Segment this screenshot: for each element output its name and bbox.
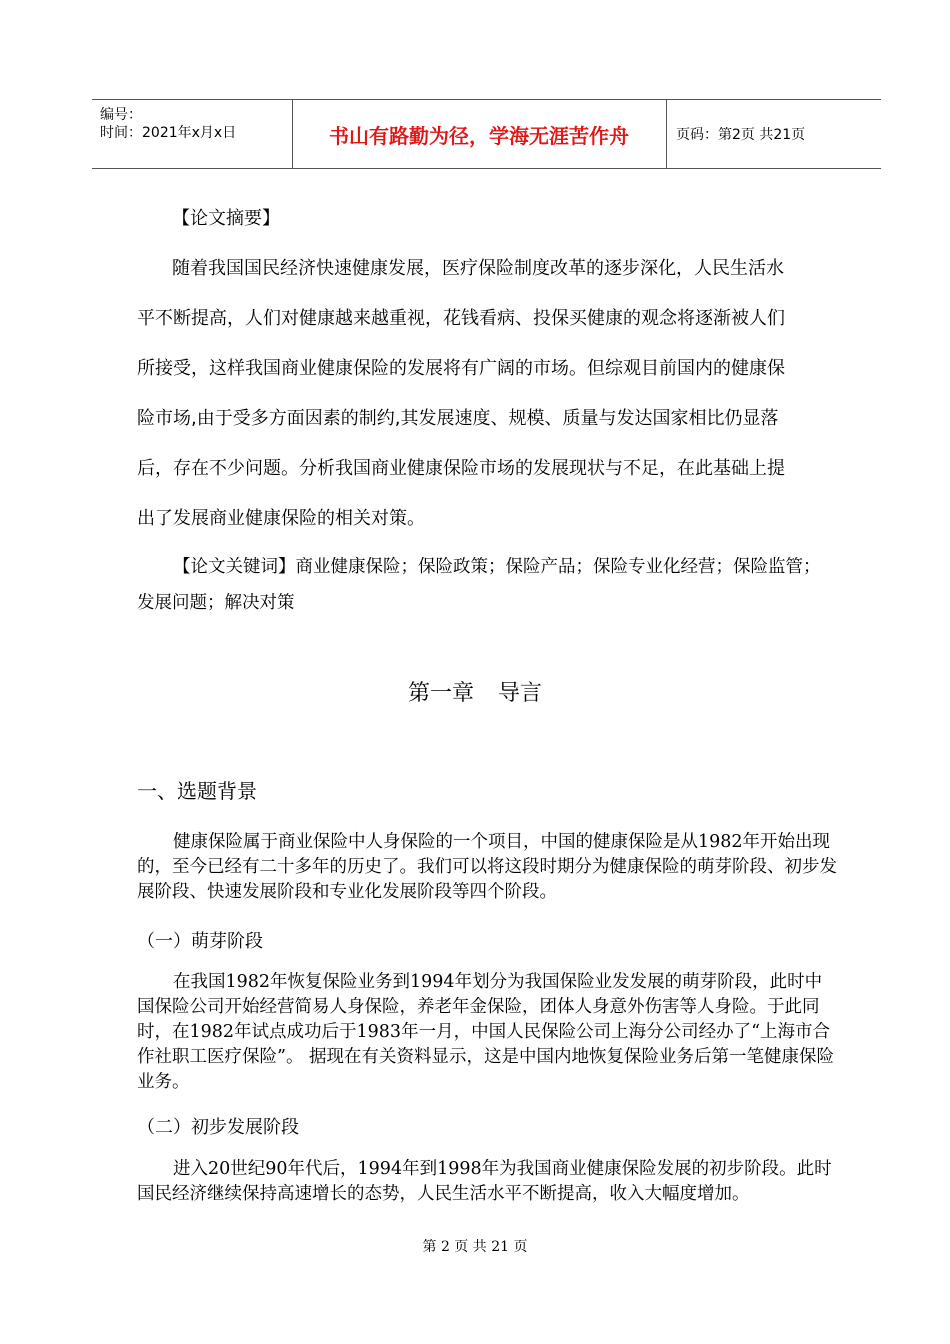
abstract-line-2: 平不断提高，人们对健康越来越重视，花钱看病、投保买健康的观念将逐渐被人们 [137, 308, 785, 329]
number-label: 编号： [100, 107, 142, 123]
subsection-2-paragraph: 进入20世纪90年代后，1994年到1998年为我国商业健康保险发展的初步阶段。此时国民经济继续保持高速增长的态势，人民生活水平不断提高，收入大幅度增加。 [137, 1159, 832, 1204]
keywords [137, 549, 837, 621]
header-page-code: 页码：第2页 共21页 [676, 127, 806, 143]
keywords-text: 商业健康保险；保险政策；保险产品；保险专业化经营；保险监管；发展问题；解决对策 [137, 557, 821, 613]
page-footer: 第 2 页 共 21 页 [422, 1239, 528, 1255]
chapter-number: 第一章 [407, 681, 474, 706]
section-heading: 一、选题背景 [137, 779, 257, 803]
keywords-label: 【论文关键词】 [173, 557, 296, 577]
header-motto: 书山有路勤为径，学海无涯苦作舟 [292, 100, 667, 168]
time-label: 时间：2021年x月x日 [100, 125, 237, 141]
subsection-1-paragraph: 在我国1982年恢复保险业务到1994年划分为我国保险业发发展的萌芽阶段，此时中国保险公司开始经营简易人身保险，养老年金保险，团体人身意外伤害等人身险。于此同时，在1982年试点成功后于1983年一月，中国人民保险公司上海分公司经办了“上海市合作社职工医疗保险”。 据现在有关资料显示，这是中国内地恢复保险业务后第一笔健康保险业务。 [137, 972, 835, 1092]
page-header [92, 99, 881, 169]
chapter-title [0, 676, 950, 707]
section-paragraph: 健康保险属于商业保险中人身保险的一个项目，中国的健康保险是从1982年开始出现的，至今已经有二十多年的历史了。我们可以将这段时期分为健康保险的萌芽阶段、初步发展阶段、快速发展阶段和专业化发展阶段等四个阶段。 [137, 832, 837, 902]
chapter-name: 导言 [498, 681, 543, 706]
abstract-line-1: 随着我国国民经济快速健康发展，医疗保险制度改革的逐步深化，人民生活水 [172, 258, 784, 279]
abstract-line-4: 险市场,由于受多方面因素的制约,其发展速度、规模、质量与发达国家相比仍显落 [137, 408, 779, 429]
abstract-line-3: 所接受，这样我国商业健康保险的发展将有广阔的市场。但综观目前国内的健康保 [137, 358, 785, 379]
subsection-1-heading: （一）萌芽阶段 [137, 931, 263, 952]
abstract-line-5: 后，存在不少问题。分析我国商业健康保险市场的发展现状与不足，在此基础上提 [137, 458, 785, 479]
header-meta [92, 100, 293, 168]
abstract-line-6: 出了发展商业健康保险的相关对策。 [137, 508, 425, 529]
abstract-heading: 【论文摘要】 [172, 208, 280, 229]
subsection-2-heading: （二）初步发展阶段 [137, 1117, 299, 1138]
